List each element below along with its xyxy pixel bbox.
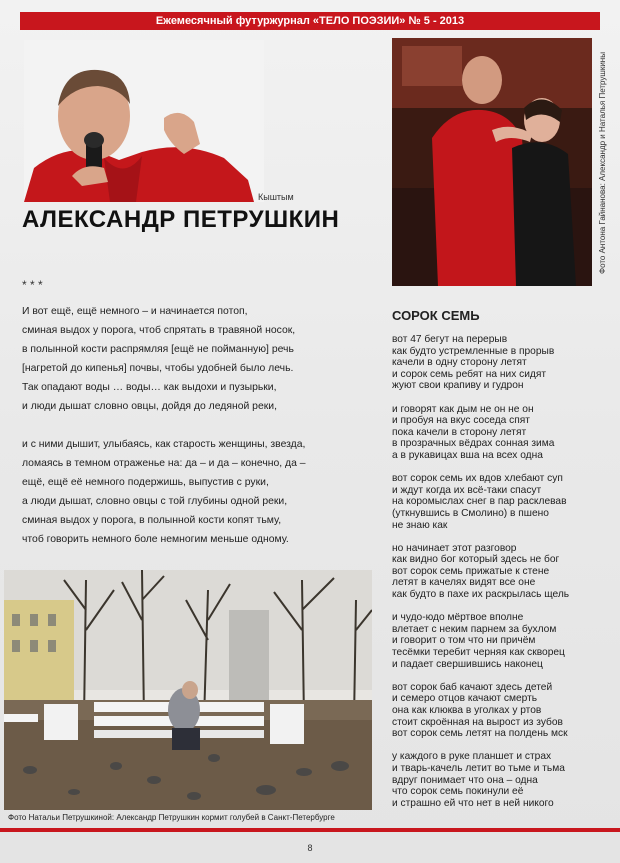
poem-line: и семеро отцов качают смерть [392, 693, 538, 705]
stanza-break [392, 740, 602, 752]
poem-line: на коромыслах снег в пар расклевав [392, 496, 567, 508]
poem-line: качели в одну сторону летят [392, 357, 527, 369]
poem-line: жуют свои крапиву и гудрон [392, 380, 524, 392]
poem-line: и с ними дышит, улыбаясь, как старость женщины, звезда, [22, 439, 306, 450]
poem-line: и чудо-юдо мёртвое вполне [392, 612, 524, 624]
poem-line: вот сорок семь прижатые к стене [392, 565, 550, 577]
page-number: 8 [307, 843, 313, 853]
author-name: АЛЕКСАНДР ПЕТРУШКИН [22, 206, 340, 233]
poem-title: СОРОК СЕМЬ [392, 308, 480, 323]
poem-line: тесёмки теребит черняя как скворец [392, 647, 565, 659]
poem-line: И вот ещё, ещё немного – и начинается потоп, [22, 306, 248, 317]
stanza-break [392, 462, 602, 474]
author-portrait-photo [24, 40, 264, 202]
poem-line: Так опадают воды … воды… как выдохи и пузырьки, [22, 382, 277, 393]
poem-line: и пробуя на вкус соседа спят [392, 415, 530, 427]
stanza-break [392, 392, 602, 404]
poem-line: в полынной кости распрямляя [ещё не пойманную] речь [22, 344, 294, 355]
park-photo-caption: Фото Натальи Петрушкиной: Александр Петрушкин кормит голубей в Санкт-Петербурге [8, 813, 335, 822]
poem-line: и ждут когда их всё-таки спасут [392, 484, 542, 496]
magazine-header: Ежемесячный футуржурнал «ТЕЛО ПОЭЗИИ» № 5 - 2013 [20, 12, 600, 30]
poem-line: и говорят как дым не он не он [392, 403, 534, 415]
poem-line: не знаю как [392, 519, 448, 531]
poem-line: в прозрачных вёдрах сонная зима [392, 438, 555, 450]
poem-line: и говорит о том что ни причём [392, 635, 536, 647]
poem-left-body [22, 302, 372, 549]
stanza-break [392, 670, 602, 682]
poem-line: сминая выдох у порога, в полынной кости копят тьму, [22, 515, 282, 526]
dance-photo-credit: Фото Антона Гайнанова: Александр и Наталья Петрушкины [598, 52, 607, 274]
poem-line: ещё, ещё её немного подержишь, выпустив с руки, [22, 477, 269, 488]
poem-line: но начинает этот разговор [392, 542, 517, 554]
poem-line: вот сорок семь их вдов хлебают суп [392, 473, 563, 485]
poem-right-body [392, 334, 602, 809]
poem-line: у каждого в руке планшет и страх [392, 751, 552, 763]
poem-line: (уткнувшись в Смолино) в пшено [392, 507, 549, 519]
poem-line: что сорок семь покинули её [392, 786, 524, 798]
poem-line: влетает с неким парнем за бухлом [392, 623, 557, 635]
author-place: Кыштым [258, 192, 294, 202]
poem-line: и сорок семь ребят на них сидят [392, 368, 547, 380]
poem-line: а в рукавицах вша на всех одна [392, 449, 543, 461]
poem-line: чтоб говорить немного боле немногим меньше одному. [22, 534, 289, 545]
footer-rule [0, 828, 620, 832]
stanza-break [22, 416, 372, 435]
stanza-break [392, 531, 602, 543]
poem-line: и падает свершившись наконец [392, 658, 543, 670]
poem-line: как будто устремленные в прорыв [392, 345, 555, 357]
poem-asterisks-heading: * * * [22, 278, 43, 292]
stanza-break [392, 601, 602, 613]
poem-line: вот 47 бегут на перерыв [392, 334, 508, 345]
couple-dance-photo [392, 38, 592, 286]
poem-line: и страшно ей что нет в ней никого [392, 797, 554, 809]
poem-line: стоит скроённая на вырост из зубов [392, 716, 563, 728]
poem-line: и тварь-качель летит во тьме и тьма [392, 762, 565, 774]
poem-line: сминая выдох у порога, чтоб спрятать в травяной носок, [22, 325, 296, 336]
poem-line: вдруг понимает что она – одна [392, 774, 538, 786]
poem-line: вот сорок баб качают здесь детей [392, 681, 553, 693]
poem-line: как будто в пахе их раскрылась щель [392, 589, 570, 601]
park-pigeons-photo [4, 570, 372, 810]
poem-line: а люди дышат, словно овцы с той глубины одной реки, [22, 496, 288, 507]
poem-line: она как клюква в уголках у ртов [392, 705, 542, 716]
poem-line: ломаясь в темном отраженье на: да – и да – конечно, да – [22, 458, 306, 469]
poem-line: вот сорок семь летят на полдень мск [392, 728, 568, 740]
poem-line: [нагретой до кипенья] почвы, чтобы удобней было лечь. [22, 363, 294, 374]
poem-line: как видно бог который здесь не бог [392, 554, 560, 566]
poem-line: летят в качелях видят все оне [392, 577, 536, 589]
poem-line: и люди дышат словно овцы, дойдя до ледяной реки, [22, 401, 277, 412]
poem-line: пока качели в сторону летят [392, 426, 527, 438]
